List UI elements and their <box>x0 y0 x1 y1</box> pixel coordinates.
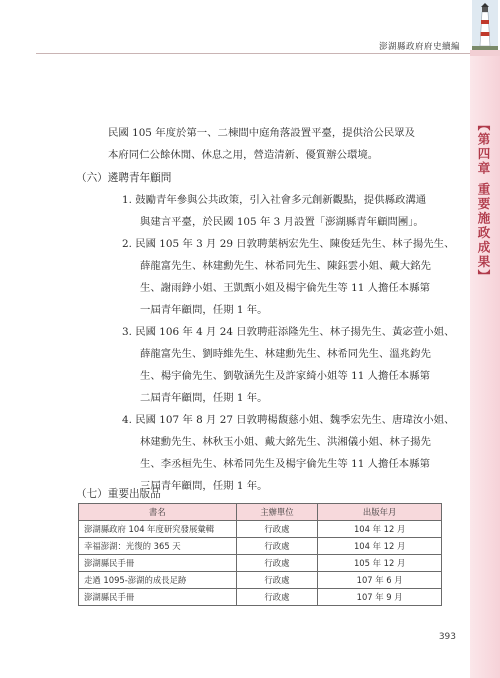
cell-organizer: 行政處 <box>236 589 318 606</box>
table-row <box>79 555 442 572</box>
item-2-line-4: 一屆青年顧問，任期 1 年。 <box>140 304 268 316</box>
header-rule <box>36 53 470 54</box>
cell-title: 幸福澎湖：光復的 365 天 <box>79 538 237 555</box>
cell-title: 澎湖縣民手冊 <box>79 589 237 606</box>
item-3-line-4: 二屆青年顧問，任期 1 年。 <box>140 392 268 404</box>
section-6-heading: （六）遴聘青年顧問 <box>76 172 172 184</box>
table-header-row <box>79 504 442 521</box>
intro-line-2: 本府同仁公餘休閒、休息之用，營造清新、優質辦公環境。 <box>108 149 379 161</box>
item-1-line-2: 與建言平臺，於民國 105 年 3 月設置「澎湖縣青年顧問團」。 <box>140 216 424 228</box>
section-7-heading: （七）重要出版品 <box>76 488 161 500</box>
cell-organizer: 行政處 <box>236 521 318 538</box>
item-4-line-1: 4. 民國 107 年 8 月 27 日敦聘楊馥慈小姐、魏季宏先生、唐瑋汝小姐、 <box>122 414 455 426</box>
cell-date: 107 年 9 月 <box>318 589 442 606</box>
column-header-title: 書名 <box>79 504 237 521</box>
item-2-line-1: 2. 民國 105 年 3 月 29 日敦聘葉柄宏先生、陳俊廷先生、林子揚先生、 <box>122 238 455 250</box>
item-3-line-2: 薛龍富先生、劉時維先生、林建勳先生、林希同先生、溫兆鈞先 <box>140 348 431 360</box>
cell-title: 走過 1095-澎湖的成長足跡 <box>79 572 237 589</box>
intro-line-1: 民國 105 年度於第一、二棟間中庭角落設置平臺，提供洽公民眾及 <box>108 127 415 139</box>
table-row <box>79 589 442 606</box>
lighthouse-icon <box>472 0 498 50</box>
item-1-line-1: 1. 鼓勵青年參與公共政策，引入社會多元創新觀點，提供縣政溝通 <box>122 194 427 206</box>
cell-date: 105 年 12 月 <box>318 555 442 572</box>
cell-title: 澎湖縣政府 104 年度研究發展彙輯 <box>79 521 237 538</box>
column-header-organizer: 主辦單位 <box>236 504 318 521</box>
cell-organizer: 行政處 <box>236 538 318 555</box>
table-row <box>79 572 442 589</box>
publications-table <box>78 503 442 606</box>
running-header-title: 澎湖縣政府府史續編 <box>378 42 460 52</box>
item-4-line-2: 林建勳先生、林秋玉小姐、戴大銘先生、洪湘儀小姐、林子揚先 <box>140 436 431 448</box>
item-2-line-2: 薛龍富先生、林建勳先生、林希同先生、陳鈺雲小姐、戴大銘先 <box>140 260 431 272</box>
item-3-line-3: 生、楊宇倫先生、劉敬涵先生及許家綺小姐等 11 人擔任本縣第 <box>140 370 430 382</box>
page-number: 393 <box>438 632 456 642</box>
cell-organizer: 行政處 <box>236 555 318 572</box>
item-4-line-4: 三屆青年顧問，任期 1 年。 <box>140 480 268 492</box>
item-3-line-1: 3. 民國 106 年 4 月 24 日敦聘莊添隆先生、林子揚先生、黃宓萱小姐、 <box>122 326 455 338</box>
item-2-line-3: 生、謝雨錚小姐、王凱甄小姐及楊宇倫先生等 11 人擔任本縣第 <box>140 282 430 294</box>
cell-title: 澎湖縣民手冊 <box>79 555 237 572</box>
column-header-date: 出版年月 <box>318 504 442 521</box>
cell-date: 104 年 12 月 <box>318 538 442 555</box>
item-4-line-3: 生、李丞桓先生、林希同先生及楊宇倫先生等 11 人擔任本縣第 <box>140 458 430 470</box>
chapter-label: 【第四章 重要施政成果】 <box>476 118 491 284</box>
table-row <box>79 521 442 538</box>
cell-date: 107 年 6 月 <box>318 572 442 589</box>
table-row <box>79 538 442 555</box>
cell-organizer: 行政處 <box>236 572 318 589</box>
cell-date: 104 年 12 月 <box>318 521 442 538</box>
